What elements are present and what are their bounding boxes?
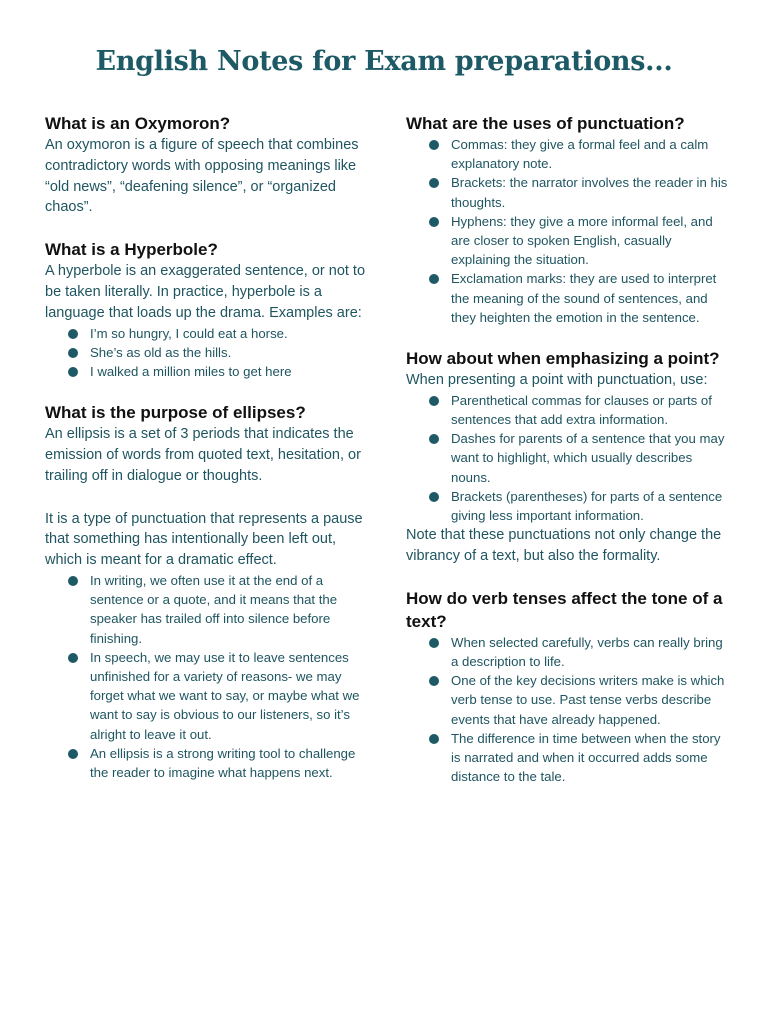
bullet-icon xyxy=(68,348,78,358)
list-item-text: Exclamation marks: they are used to interpret the meaning of the sound of sentences, and they heighten the emotion in the sentence. xyxy=(451,271,717,325)
list-item-text: Brackets (parentheses) for parts of a sentence giving less important information. xyxy=(451,488,723,524)
list-item xyxy=(429,487,728,525)
oxymoron-heading: What is an Oxymoron? xyxy=(45,114,231,133)
list-item xyxy=(429,173,728,211)
page-title: English Notes for Exam preparations... xyxy=(95,46,673,77)
list-item xyxy=(429,633,728,671)
list-item-text: I walked a million miles to get here xyxy=(90,363,292,379)
oxymoron-text: An oxymoron is a figure of speech that combines contradictory words with opposing meanings like “old news”, “deafening silence”, or “organized chaos”. xyxy=(45,137,359,216)
hyperbole-text: A hyperbole is an exaggerated sentence, or not to be taken literally. In practice, hyperbole is a language that loads up the drama. Examples are: xyxy=(45,263,366,321)
bullet-icon xyxy=(68,749,78,759)
bullet-icon xyxy=(429,638,439,648)
bullet-icon xyxy=(68,576,78,586)
bullet-icon xyxy=(429,140,439,150)
ellipses-text-1: An ellipsis is a set of 3 periods that indicates the emission of words from quoted text, hesitation, or trailing off in dialogue or thoughts. xyxy=(45,426,361,484)
tenses-heading: How do verb tenses affect the tone of a text? xyxy=(406,588,723,631)
list-item xyxy=(429,391,728,429)
list-item-text: Hyphens: they give a more informal feel, and are closer to spoken English, casually explaining the situation. xyxy=(451,213,713,268)
bullet-icon xyxy=(429,274,439,284)
right-column xyxy=(406,112,728,806)
list-item-text: I’m so hungry, I could eat a horse. xyxy=(90,325,288,341)
hyperbole-examples xyxy=(45,324,367,382)
list-item-text: Parenthetical commas for clauses or parts of sentences that add extra information. xyxy=(451,392,712,428)
bullet-icon xyxy=(429,217,439,227)
hyperbole-heading: What is a Hyperbole? xyxy=(45,240,218,260)
emphasizing-section xyxy=(406,347,728,567)
list-item xyxy=(429,429,728,487)
list-item xyxy=(429,212,728,270)
list-item xyxy=(429,729,728,787)
list-item-text: The difference in time between when the story is narrated and when it occurred adds some distance to the tale. xyxy=(451,730,721,785)
list-item xyxy=(429,269,728,327)
list-item xyxy=(68,362,367,381)
list-item xyxy=(68,744,367,782)
punctuation-heading: What are the uses of punctuation? xyxy=(406,114,685,133)
list-item-text: One of the key decisions writers make is which verb tense to use. Past tense verbs describe events that have already happened. xyxy=(451,673,725,727)
punctuation-section xyxy=(406,112,728,327)
list-item-text: In speech, we may use it to leave sentences unfinished for a variety of reasons- we may forget what we want to say, or maybe what we want to say is obvious to our listeners, so it’s alright to leave it out. xyxy=(90,649,360,742)
list-item xyxy=(68,648,367,744)
bullet-icon xyxy=(429,396,439,406)
list-item-text: An ellipsis is a strong writing tool to challenge the reader to imagine what happens next. xyxy=(90,745,356,780)
ellipses-heading: What is the purpose of ellipses? xyxy=(45,403,306,423)
bullet-icon xyxy=(68,653,78,663)
list-item-text: Dashes for parents of a sentence that you may want to highlight, which usually describes nouns. xyxy=(451,431,725,485)
ellipses-bullets xyxy=(45,571,367,782)
emphasizing-bullets xyxy=(406,391,728,525)
list-item-text: Commas: they give a formal feel and a calm explanatory note. xyxy=(451,137,709,172)
list-item xyxy=(429,135,728,173)
emphasizing-text: When presenting a point with punctuation, use: xyxy=(406,372,708,389)
left-column xyxy=(45,112,367,802)
list-item xyxy=(68,343,367,362)
emphasizing-note: Note that these punctuations not only change the vibrancy of a text, but also the formality. xyxy=(406,527,722,565)
ellipses-section xyxy=(45,401,367,782)
list-item xyxy=(68,571,367,648)
list-item xyxy=(68,324,367,343)
bullet-icon xyxy=(429,492,439,502)
bullet-icon xyxy=(429,178,439,188)
hyperbole-section xyxy=(45,238,367,381)
list-item xyxy=(429,671,728,729)
ellipses-text-2: It is a type of punctuation that represents a pause that something has intentionally been left out, which is meant for a dramatic effect. xyxy=(45,510,363,569)
bullet-icon xyxy=(429,434,439,444)
bullet-icon xyxy=(68,367,78,377)
emphasizing-heading: How about when emphasizing a point? xyxy=(406,349,720,369)
bullet-icon xyxy=(429,676,439,686)
list-item-text: In writing, we often use it at the end of a sentence or a quote, and it means that the speaker has trailed off into silence before finishing. xyxy=(90,572,338,646)
list-item-text: She’s as old as the hills. xyxy=(90,344,232,360)
oxymoron-section xyxy=(45,112,367,218)
list-item-text: When selected carefully, verbs can really bring a description to life. xyxy=(451,634,723,670)
tenses-bullets xyxy=(406,633,728,787)
bullet-icon xyxy=(68,329,78,339)
tenses-section xyxy=(406,587,728,787)
punctuation-bullets xyxy=(406,135,728,327)
bullet-icon xyxy=(429,734,439,744)
list-item-text: Brackets: the narrator involves the reader in his thoughts. xyxy=(451,175,728,210)
